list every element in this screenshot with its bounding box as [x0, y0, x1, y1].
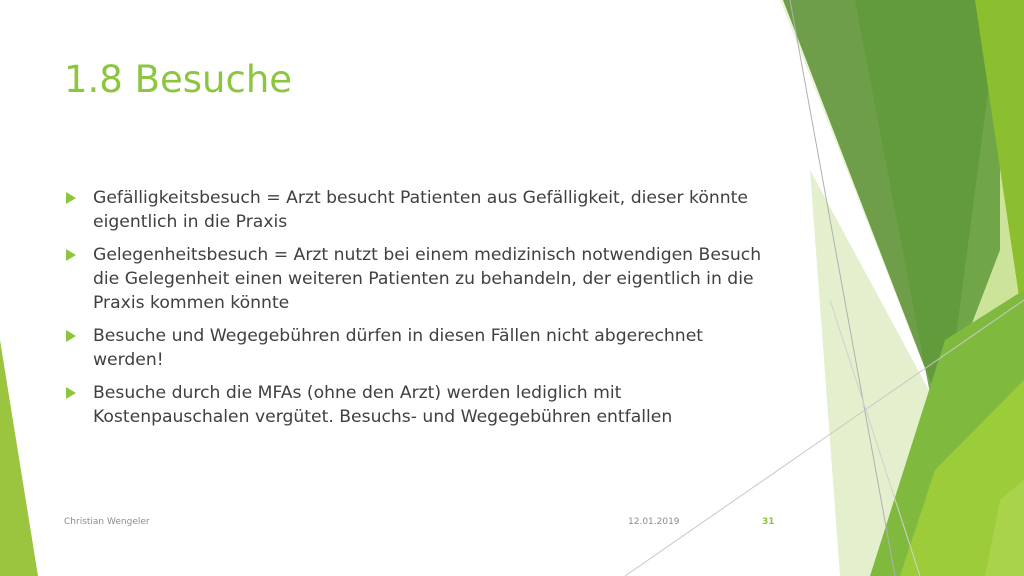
bullet-item — [64, 324, 764, 372]
bullet-item — [64, 186, 764, 234]
bullet-text: Besuche und Wegegebühren dürfen in diesen Fällen nicht abgerechnet werden! — [93, 326, 704, 370]
left-edge-shape — [0, 340, 38, 576]
bullet-arrow-icon — [66, 387, 76, 399]
footer-author: Christian Wengeler — [64, 517, 150, 527]
bullet-text: Gelegenheitsbesuch = Arzt nutzt bei einem medizinisch notwendigen Besuch die Gelegenheit einen weiteren Patienten zu behandeln, der eigentlich in die Praxis kommen könnte — [93, 245, 762, 313]
bullet-arrow-icon — [66, 249, 76, 261]
bullet-arrow-icon — [66, 330, 76, 342]
bullet-item — [64, 243, 764, 315]
bullet-item — [64, 381, 764, 429]
slide-title: 1.8 Besuche — [64, 58, 293, 101]
bullet-text: Gefälligkeitsbesuch = Arzt besucht Patienten aus Gefälligkeit, dieser könnte eigentlich in die Praxis — [93, 188, 748, 232]
page-number: 31 — [762, 517, 775, 527]
bullet-text: Besuche durch die MFAs (ohne den Arzt) werden lediglich mit Kostenpauschalen vergütet. Besuchs- und Wegegebühren entfallen — [93, 383, 673, 427]
bullet-list — [64, 186, 764, 438]
footer-date: 12.01.2019 — [628, 517, 680, 527]
bullet-arrow-icon — [66, 192, 76, 204]
